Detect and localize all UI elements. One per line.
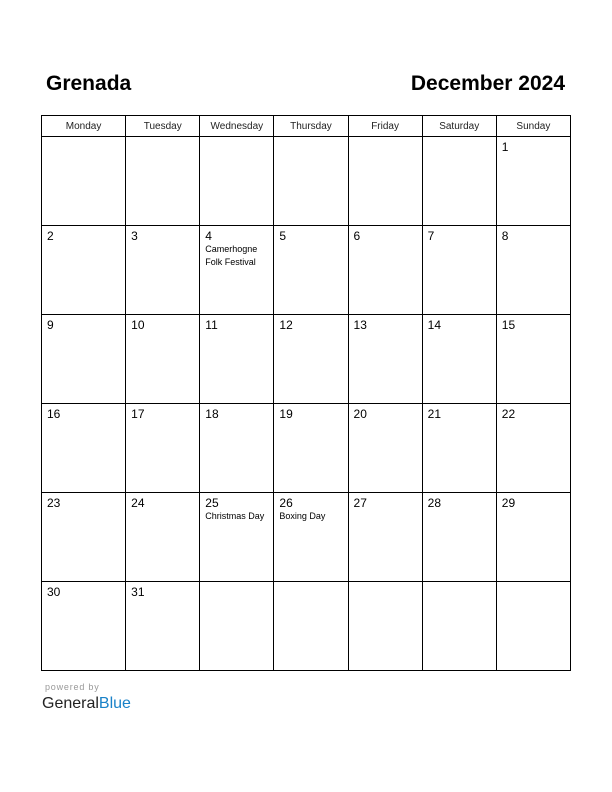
day-number: 28: [427, 496, 442, 510]
calendar-day-cell: [422, 404, 496, 493]
calendar-day-cell: [348, 404, 422, 493]
day-number: 7: [427, 229, 435, 243]
day-number: 27: [353, 496, 367, 510]
day-number: 13: [353, 318, 367, 332]
day-cell-content: [497, 315, 570, 332]
day-number: 19: [279, 407, 293, 421]
calendar-day-cell: [422, 582, 496, 671]
day-cell-content: [349, 582, 422, 585]
calendar-day-cell: [274, 226, 348, 315]
calendar-day-cell: [274, 315, 348, 404]
day-number: 21: [427, 407, 442, 421]
day-number: 1: [501, 140, 509, 154]
holiday-label: Camerhogne Folk Festival: [205, 244, 258, 267]
day-cell-content: [42, 226, 125, 243]
calendar-week-row: [42, 582, 571, 671]
day-cell-content: [423, 137, 496, 140]
day-cell-content: [349, 493, 422, 510]
day-cell-content: [126, 226, 199, 243]
calendar-day-cell: [348, 137, 422, 226]
calendar-day-cell: [126, 404, 200, 493]
day-number: 24: [131, 496, 145, 510]
calendar-grid: [41, 115, 571, 671]
calendar-day-cell: [422, 493, 496, 582]
day-cell-content: [497, 493, 570, 510]
day-number: 6: [353, 229, 361, 243]
day-cell-content: [349, 315, 422, 332]
calendar-day-cell: [42, 226, 126, 315]
day-number: 5: [279, 229, 287, 243]
day-cell-content: [423, 582, 496, 585]
day-cell-content: [274, 137, 347, 140]
day-cell-content: [274, 315, 347, 332]
day-number: 26: [279, 496, 293, 510]
weekday-header-tuesday: Tuesday: [126, 116, 200, 137]
calendar-day-cell: [42, 493, 126, 582]
calendar-week-row: [42, 226, 571, 315]
day-cell-content: [349, 137, 422, 140]
day-number: 10: [131, 318, 145, 332]
day-cell-content: [200, 226, 273, 269]
day-cell-content: [423, 315, 496, 332]
day-number: 3: [131, 229, 138, 243]
day-number: 2: [47, 229, 54, 243]
day-cell-content: [423, 404, 496, 421]
day-cell-content: [126, 137, 199, 140]
weekday-header-thursday: Thursday: [274, 116, 348, 137]
day-cell-content: [274, 582, 347, 585]
brand-general-text: General: [42, 695, 99, 712]
day-cell-content: [274, 404, 347, 421]
calendar-day-cell: [422, 226, 496, 315]
calendar-day-cell: [274, 404, 348, 493]
day-cell-content: [497, 137, 570, 154]
day-cell-content: [200, 493, 273, 523]
day-number: 14: [427, 318, 442, 332]
calendar-day-cell: [126, 137, 200, 226]
day-number: 17: [131, 407, 145, 421]
day-cell-content: [126, 582, 199, 599]
day-cell-content: [423, 493, 496, 510]
calendar-day-cell: [42, 404, 126, 493]
brand-logo[interactable]: [42, 694, 131, 714]
day-cell-content: [42, 582, 125, 599]
day-cell-content: [200, 315, 273, 332]
day-number: 9: [47, 318, 54, 332]
calendar-week-row: [42, 404, 571, 493]
holiday-label: Christmas Day: [205, 511, 265, 521]
calendar-day-cell: [496, 315, 570, 404]
calendar-week-row: [42, 493, 571, 582]
calendar-day-cell: [42, 137, 126, 226]
day-number: 12: [279, 318, 293, 332]
weekday-header-friday: Friday: [348, 116, 422, 137]
footer-branding: [42, 682, 131, 714]
holiday-label: Boxing Day: [279, 511, 326, 521]
month-title: December 2024: [410, 72, 565, 95]
day-number: 25: [205, 496, 219, 510]
day-number: 15: [501, 318, 516, 332]
calendar-day-cell: [348, 226, 422, 315]
calendar-day-cell: [274, 137, 348, 226]
weekday-header-wednesday: Wednesday: [200, 116, 274, 137]
day-number: 31: [131, 585, 145, 599]
day-number: 23: [47, 496, 61, 510]
day-cell-content: [497, 404, 570, 421]
day-number: 18: [205, 407, 219, 421]
day-cell-content: [200, 404, 273, 421]
day-cell-content: [42, 493, 125, 510]
day-number: 20: [353, 407, 367, 421]
calendar-day-cell: [200, 582, 274, 671]
day-number: 29: [501, 496, 516, 510]
day-number: 16: [47, 407, 61, 421]
day-cell-content: [497, 582, 570, 585]
day-number: 22: [501, 407, 516, 421]
calendar-day-cell: [348, 582, 422, 671]
calendar-day-cell: [348, 493, 422, 582]
calendar-day-cell: [126, 226, 200, 315]
day-number: 4: [205, 229, 212, 243]
calendar-day-cell: [496, 226, 570, 315]
day-cell-content: [274, 493, 347, 523]
day-cell-content: [42, 315, 125, 332]
calendar-day-cell: [274, 582, 348, 671]
calendar-day-cell: [42, 582, 126, 671]
day-cell-content: [349, 404, 422, 421]
calendar-day-cell: [348, 315, 422, 404]
calendar-day-cell: [422, 137, 496, 226]
calendar-day-cell: [496, 582, 570, 671]
country-title: Grenada: [46, 72, 132, 95]
day-cell-content: [349, 226, 422, 243]
day-cell-content: [126, 493, 199, 510]
day-cell-content: [200, 137, 273, 140]
weekday-header-monday: Monday: [42, 116, 126, 137]
weekday-header-saturday: Saturday: [422, 116, 496, 137]
calendar-day-cell: [126, 315, 200, 404]
calendar-body: [42, 137, 571, 671]
day-cell-content: [42, 404, 125, 421]
calendar-day-cell: [200, 493, 274, 582]
day-cell-content: [200, 582, 273, 585]
calendar-day-cell: [496, 137, 570, 226]
day-cell-content: [497, 226, 570, 243]
calendar-day-cell: [496, 493, 570, 582]
weekday-header-sunday: Sunday: [496, 116, 570, 137]
calendar-day-cell: [200, 226, 274, 315]
calendar-day-cell: [496, 404, 570, 493]
calendar-day-cell: [200, 404, 274, 493]
calendar-day-cell: [422, 315, 496, 404]
calendar-day-cell: [274, 493, 348, 582]
day-number: 11: [205, 318, 218, 332]
calendar-day-cell: [126, 493, 200, 582]
calendar-day-cell: [42, 315, 126, 404]
weekday-header-row: [42, 116, 571, 137]
calendar-day-cell: [200, 137, 274, 226]
calendar-week-row: [42, 315, 571, 404]
day-cell-content: [274, 226, 347, 243]
brand-blue-text: Blue: [98, 695, 131, 712]
calendar-day-cell: [126, 582, 200, 671]
calendar-day-cell: [200, 315, 274, 404]
calendar-week-row: [42, 137, 571, 226]
day-number: 30: [47, 585, 61, 599]
day-cell-content: [42, 137, 125, 140]
day-cell-content: [423, 226, 496, 243]
day-cell-content: [126, 315, 199, 332]
day-cell-content: [126, 404, 199, 421]
powered-by-text: powered by: [45, 682, 100, 692]
day-number: 8: [501, 229, 509, 243]
